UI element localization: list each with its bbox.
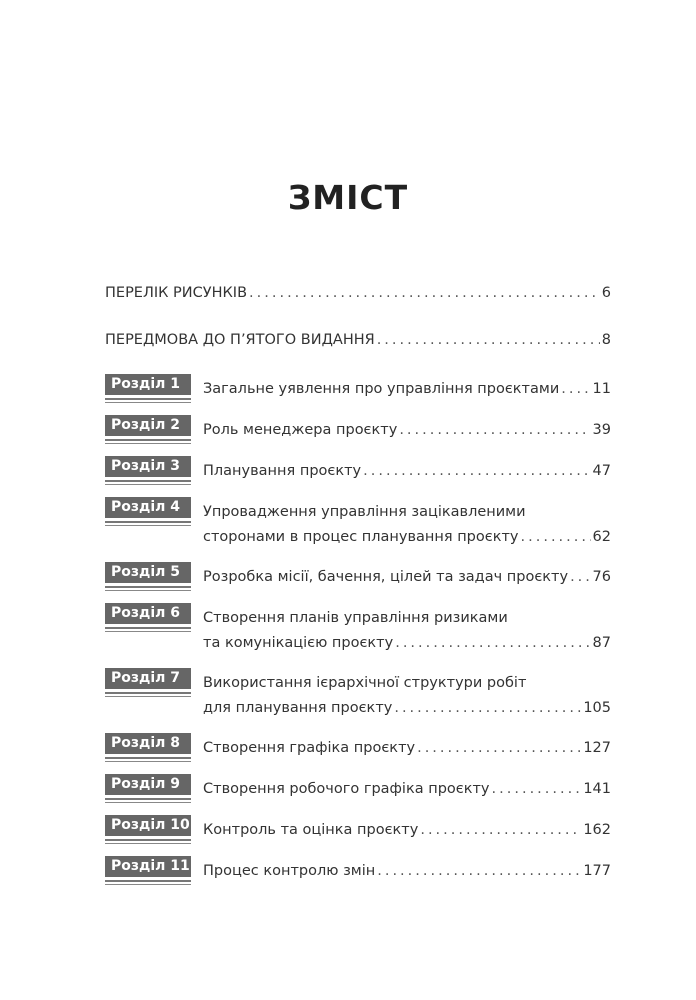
entry-page: 8 <box>601 332 611 348</box>
toc-chapter-entry[interactable] <box>105 777 611 802</box>
entry-page: 11 <box>592 381 611 397</box>
chapter-badge: Розділ 9 <box>105 774 191 795</box>
toc-chapter-entry[interactable] <box>105 377 611 402</box>
entry-label: та комунікацією проєкту <box>203 635 394 651</box>
entry-label: ПЕРЕДМОВА ДО П’ЯТОГО ВИДАННЯ <box>105 332 375 348</box>
badge-underline <box>105 480 191 485</box>
dot-leader <box>417 736 581 761</box>
entry-label: Планування проєкту <box>203 463 362 479</box>
toc-chapter-entry[interactable] <box>105 565 611 590</box>
entry-label: Розробка місії, бачення, цілей та задач проєкту <box>203 569 569 585</box>
dot-leader <box>394 696 581 721</box>
chapter-badge: Розділ 4 <box>105 497 191 518</box>
entry-page: 62 <box>592 529 611 545</box>
dot-leader <box>363 459 590 484</box>
entry-page: 127 <box>583 740 611 756</box>
toc-chapter-entry[interactable] <box>105 736 611 761</box>
entry-page: 87 <box>592 635 611 651</box>
entry-label: сторонами в процес планування проєкту <box>203 529 519 545</box>
badge-underline <box>105 798 191 803</box>
dot-leader <box>395 631 590 656</box>
chapter-badge: Розділ 6 <box>105 603 191 624</box>
entry-label: Процес контролю змін <box>203 863 376 879</box>
toc-chapter-entry[interactable] <box>105 418 611 443</box>
entry-label: Загальне уявлення про управління проєктами <box>203 381 560 397</box>
entry-page: 162 <box>583 822 611 838</box>
chapter-badge: Розділ 8 <box>105 733 191 754</box>
entry-label-line1: Упровадження управління зацікавленими <box>203 504 526 520</box>
entry-label-line1: Створення планів управління ризиками <box>203 610 508 626</box>
dot-leader <box>249 281 600 306</box>
entry-page: 39 <box>592 422 611 438</box>
badge-underline <box>105 439 191 444</box>
badge-underline <box>105 521 191 526</box>
entry-page: 177 <box>583 863 611 879</box>
chapter-badge: Розділ 10 <box>105 815 191 836</box>
dot-leader <box>492 777 582 802</box>
toc-chapter-entry[interactable] <box>105 671 611 721</box>
badge-underline <box>105 839 191 844</box>
entry-page: 76 <box>592 569 611 585</box>
dot-leader <box>521 525 591 550</box>
page-title: ЗМІСТ <box>287 178 409 217</box>
entry-label: Роль менеджера проєкту <box>203 422 398 438</box>
toc-entry-figures[interactable] <box>105 281 611 306</box>
toc-chapter-entry[interactable] <box>105 818 611 843</box>
entry-page: 105 <box>583 700 611 716</box>
toc-chapter-entry[interactable] <box>105 859 611 884</box>
chapter-badge: Розділ 3 <box>105 456 191 477</box>
toc-chapter-entry[interactable] <box>105 459 611 484</box>
entry-label: Контроль та оцінка проєкту <box>203 822 419 838</box>
chapter-badge: Розділ 5 <box>105 562 191 583</box>
dot-leader <box>570 565 590 590</box>
dot-leader <box>561 377 590 402</box>
entry-page: 47 <box>592 463 611 479</box>
chapter-badge: Розділ 2 <box>105 415 191 436</box>
dot-leader <box>399 418 590 443</box>
badge-underline <box>105 586 191 591</box>
badge-underline <box>105 757 191 762</box>
dot-leader <box>377 859 581 884</box>
toc-chapter-entry[interactable] <box>105 500 611 550</box>
chapter-badge: Розділ 11 <box>105 856 191 877</box>
entry-label: Створення робочого графіка проєкту <box>203 781 490 797</box>
toc-chapter-entry[interactable] <box>105 606 611 656</box>
dot-leader <box>377 328 600 353</box>
chapter-badge: Розділ 7 <box>105 668 191 689</box>
entry-label: для планування проєкту <box>203 700 393 716</box>
entry-label: ПЕРЕЛІК РИСУНКІВ <box>105 285 248 301</box>
toc-entry-preface[interactable] <box>105 328 611 353</box>
entry-page: 6 <box>601 285 611 301</box>
entry-page: 141 <box>583 781 611 797</box>
badge-underline <box>105 880 191 885</box>
badge-underline <box>105 692 191 697</box>
chapter-badge: Розділ 1 <box>105 374 191 395</box>
badge-underline <box>105 627 191 632</box>
entry-label-line1: Використання ієрархічної структури робіт <box>203 675 527 691</box>
entry-label: Створення графіка проєкту <box>203 740 416 756</box>
badge-underline <box>105 398 191 403</box>
dot-leader <box>420 818 581 843</box>
